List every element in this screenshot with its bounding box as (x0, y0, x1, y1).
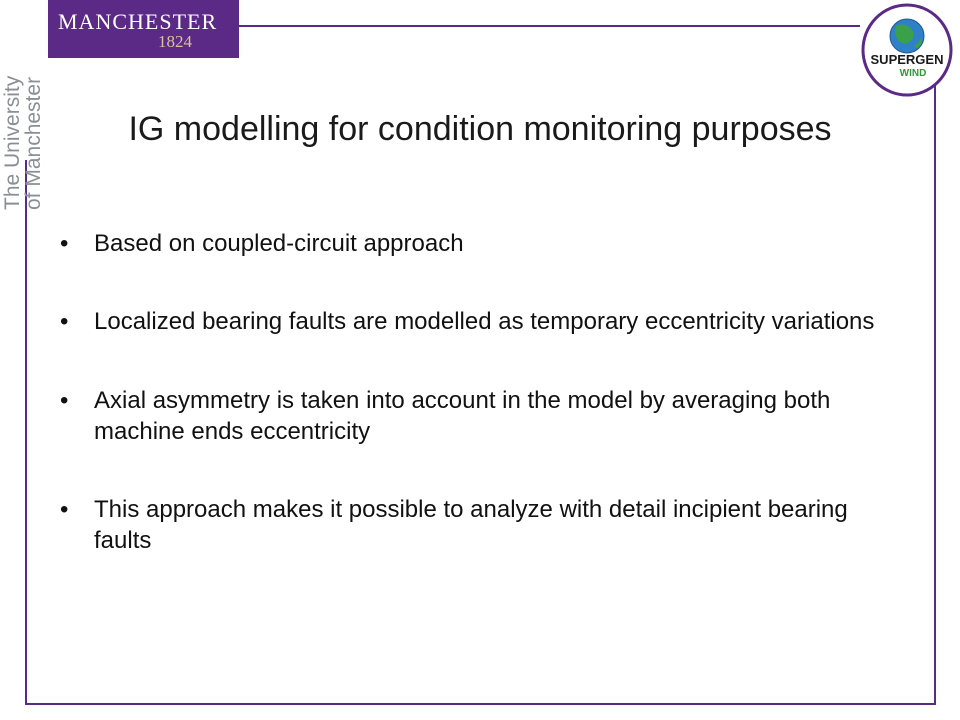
frame-left-border (25, 160, 27, 705)
university-line-1: The University (1, 75, 24, 210)
frame-right-border (934, 78, 936, 705)
logo-year: 1824 (158, 32, 192, 51)
slide-title: IG modelling for condition monitoring purposes (128, 110, 832, 148)
frame-bottom-border (25, 703, 936, 705)
manchester-logo (48, 0, 239, 58)
bullet-dot: • (60, 308, 69, 335)
globe-icon (890, 19, 924, 53)
badge-bottom-text: WIND (899, 68, 927, 79)
bullet-dot: • (60, 230, 69, 257)
bullet-dot: • (60, 387, 69, 414)
bullet-dot: • (60, 496, 69, 523)
frame-top-border (232, 25, 860, 27)
bullet-text: Axial asymmetry is taken into account in the model by averaging both machine ends eccentricity (94, 387, 831, 445)
bullet-item (60, 494, 880, 556)
bullet-text: This approach makes it possible to analyze with detail incipient bearing faults (94, 496, 848, 554)
bullet-item (60, 228, 880, 259)
university-line-2: of Manchester (22, 76, 45, 210)
bullet-text: Based on coupled-circuit approach (94, 230, 464, 257)
bullet-item (60, 306, 880, 337)
badge-top-text: SUPERGEN (870, 52, 944, 67)
supergen-wind-badge (860, 2, 954, 98)
bullet-item (60, 385, 880, 447)
logo-word: MANCHESTER (58, 9, 218, 34)
bullet-list (60, 228, 880, 556)
bullet-text: Localized bearing faults are modelled as temporary eccentricity variations (94, 308, 875, 335)
